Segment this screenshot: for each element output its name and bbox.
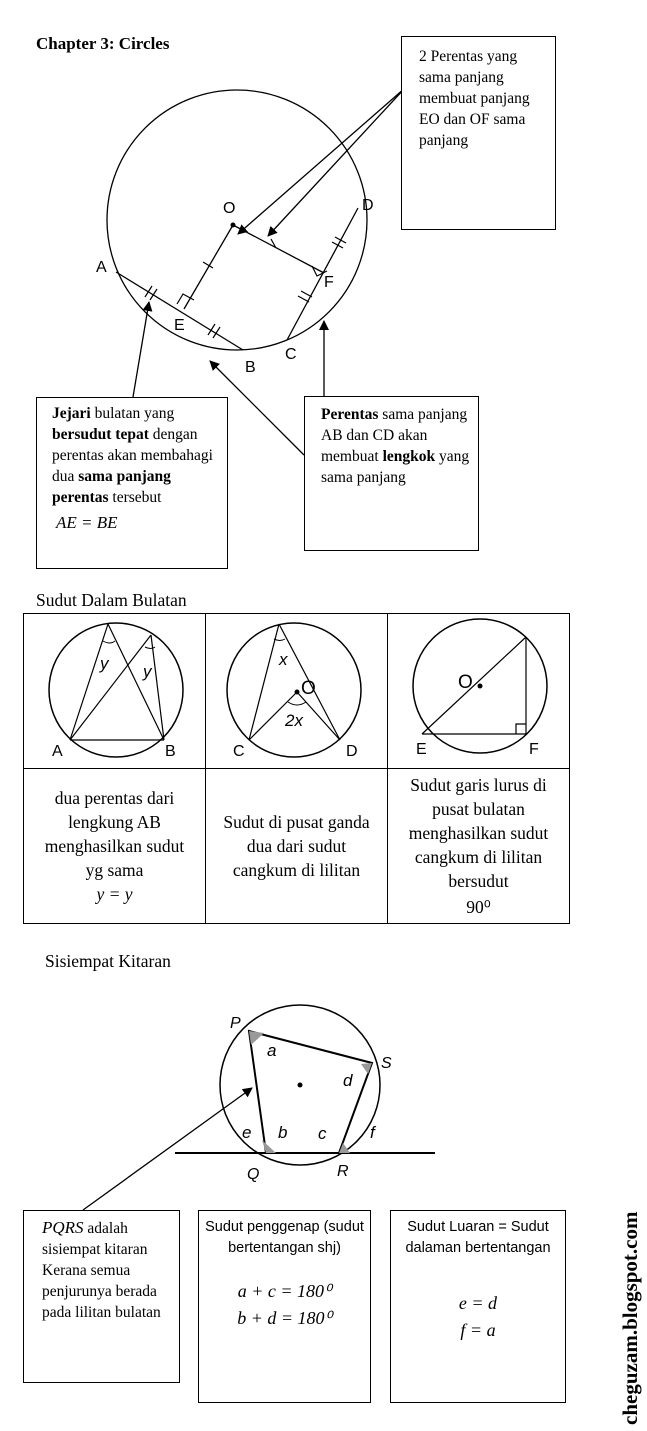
section-title-cyclic: Sisiempat Kitaran [45,951,171,971]
svg-text:d: d [343,1071,353,1090]
svg-text:D: D [346,743,358,760]
svg-text:P: P [230,1015,241,1032]
svg-text:Q: Q [247,1166,260,1183]
svg-text:2x: 2x [285,711,303,730]
svg-text:b: b [278,1123,288,1142]
perpendicular-radius-note: Jejari bulatan yang bersudut tepat dengan perentas akan membahagi dua sama panjang perentas tersebut AE = BE [36,397,228,569]
angles-cell-diagram-2 [206,614,388,769]
cyclic-quadrilateral-diagram [0,990,647,1215]
svg-text:f: f [370,1123,375,1142]
svg-text:D: D [362,197,374,214]
svg-text:y: y [143,662,152,681]
supplementary-angles-note: Sudut penggenap (sudut bertentangan shj) a + c = 180⁰ b + d = 180⁰ [198,1210,371,1403]
svg-text:O: O [458,672,473,693]
svg-text:S: S [381,1055,392,1072]
angles-cell-diagram-3 [388,614,570,769]
equal-chords-note: 2 Perentas yang sama panjang membuat panjang EO dan OF sama panjang [401,36,556,230]
svg-text:B: B [165,743,176,760]
svg-text:E: E [416,741,427,758]
angles-cell-text-3: Sudut garis lurus di pusat bulatan menghasilkan sudut cangkum di lilitan bersudut 90⁰ [388,769,570,924]
svg-text:x: x [279,650,288,669]
svg-text:C: C [233,743,245,760]
svg-text:y: y [100,654,109,673]
angles-cell-diagram-1 [24,614,206,769]
svg-text:e: e [242,1123,252,1142]
svg-text:R: R [337,1163,349,1180]
angles-table [23,613,570,924]
svg-text:C: C [285,346,297,363]
ae-be-equation: AE = BE [56,513,118,532]
chapter-title: Chapter 3: Circles [36,34,170,53]
angles-cell-text-2: Sudut di pusat ganda dua dari sudut cangkum di lilitan [206,769,388,924]
svg-text:a: a [267,1041,277,1060]
svg-text:c: c [318,1124,327,1143]
svg-text:F: F [529,741,539,758]
svg-text:O: O [223,200,236,217]
svg-text:A: A [52,743,63,760]
svg-text:F: F [324,274,334,291]
main-circle [107,90,367,350]
watermark: cheguzam.blogspot.com [618,1211,642,1425]
svg-text:A: A [96,259,107,276]
angles-cell-text-1: dua perentas dari lengkung AB menghasilkan sudut yg sama y = y [24,769,206,924]
svg-text:O: O [301,678,316,699]
section-title-angles: Sudut Dalam Bulatan [36,590,187,610]
exterior-angle-note: Sudut Luaran = Sudut dalaman bertentangan e = d f = a [390,1210,566,1403]
equal-chords-arcs-note: Perentas sama panjang AB dan CD akan membuat lengkok yang sama panjang [304,396,479,551]
cyclic-definition-note: PQRS adalah sisiempat kitaran Kerana semua penjurunya berada pada lilitan bulatan [23,1210,180,1383]
svg-text:E: E [174,317,185,334]
svg-text:B: B [245,359,256,376]
